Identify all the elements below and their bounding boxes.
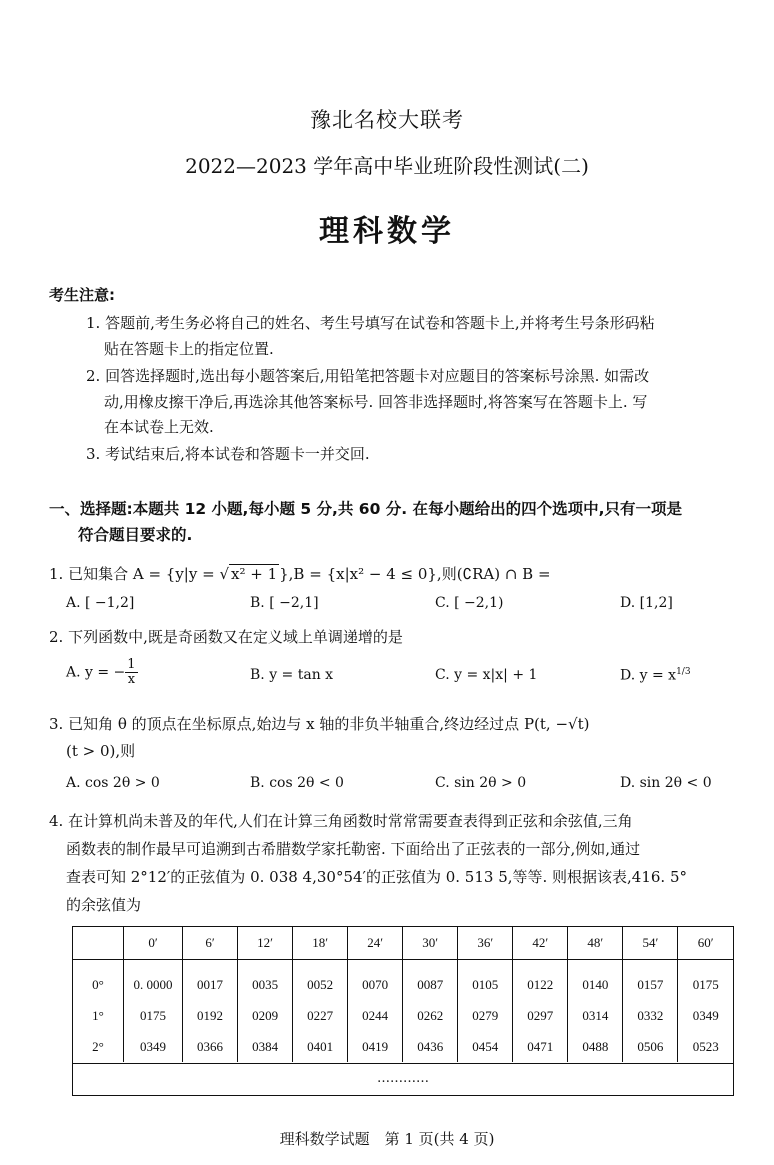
sqrt-icon: √	[219, 565, 229, 583]
table-cell: 0017	[183, 960, 238, 1001]
table-header-cell: 12′	[238, 927, 293, 960]
q1-option-d: D. [1,2]	[620, 595, 673, 611]
table-cell: 0175	[692, 976, 719, 992]
table-cell: 0523	[692, 1038, 719, 1054]
table-cell: 0454	[458, 1031, 513, 1062]
table-header-row	[73, 927, 733, 960]
table-cell: 0227	[293, 1000, 348, 1031]
q2-option-b: B. y = tan x	[250, 667, 334, 683]
table-header-cell: 6′	[183, 927, 238, 960]
table-header-cell: 18′	[293, 927, 348, 960]
table-header-cell: 30′	[403, 927, 458, 960]
fraction	[125, 658, 137, 687]
q3-option-c: C. sin 2θ > 0	[435, 775, 527, 791]
table-cell: 0262	[403, 1000, 458, 1031]
table-header-cell: 42′	[513, 927, 568, 960]
table-cell: 0332	[623, 1000, 678, 1031]
table-cell: 0349	[124, 1031, 183, 1062]
notice-heading: 考生注意:	[49, 286, 115, 304]
table-cell: 0105	[458, 960, 513, 1001]
table-cell: 0401	[293, 1031, 348, 1062]
q2-option-a-text: A. y = −	[66, 664, 126, 681]
table-header-cell	[73, 927, 124, 960]
table-cell: 0°	[73, 960, 124, 1001]
notice-line: 贴在答题卡上的指定位置.	[104, 340, 274, 358]
exam-title: 2022—2023 学年高中毕业班阶段性测试(二)	[185, 154, 589, 178]
table-cell: 0157	[623, 960, 678, 1001]
table-cell: 0035	[238, 960, 293, 1001]
q1-option-c: C. [ −2,1)	[435, 595, 504, 611]
exponent: 1/3	[676, 667, 691, 677]
question-3-line2: (t > 0),则	[66, 742, 136, 760]
table-header-cell: 54′	[623, 927, 678, 960]
table-cell: 0070	[348, 960, 403, 1001]
table-cell: 0349	[692, 1007, 719, 1023]
question-4-line: 的余弦值为	[66, 896, 142, 914]
table-cell: 1°	[73, 1000, 124, 1031]
question-4-line: 函数表的制作最早可追溯到古希腊数学家托勒密. 下面给出了正弦表的一部分,例如,通过	[66, 840, 641, 858]
table-cell: 0175	[124, 1000, 183, 1031]
sine-table-grid	[73, 927, 733, 1062]
q3-option-d: D. sin 2θ < 0	[620, 775, 712, 791]
q2-option-c: C. y = x|x| + 1	[435, 667, 538, 683]
question-4-line: 4. 在计算机尚未普及的年代,人们在计算三角函数时常常需要查表得到正弦和余弦值,三角	[49, 812, 633, 830]
subject-title: 理科数学	[319, 214, 455, 249]
section-heading-cont: 符合题目要求的.	[78, 526, 193, 544]
q1-option-b: B. [ −2,1]	[250, 595, 319, 611]
table-cell: 0436	[403, 1031, 458, 1062]
q2-option-d-text: D. y = x	[620, 667, 677, 684]
table-cell: 0506	[623, 1031, 678, 1062]
table-header-cell: 48′	[568, 927, 623, 960]
table-cell: 0192	[183, 1000, 238, 1031]
q3-option-b: B. cos 2θ < 0	[250, 775, 344, 791]
table-cell: 2°	[73, 1031, 124, 1062]
table-cell: 0122	[513, 960, 568, 1001]
table-cell: 0384	[238, 1031, 293, 1062]
table-cell: 0366	[183, 1031, 238, 1062]
table-cell: 0314	[568, 1000, 623, 1031]
section-heading: 一、选择题:本题共 12 小题,每小题 5 分,共 60 分. 在每小题给出的四个选项中,只有一项是	[49, 500, 682, 518]
table-header-cell: 36′	[458, 927, 513, 960]
table-header-cell: 24′	[348, 927, 403, 960]
q1-stem-post: },B = {x|x² − 4 ≤ 0},则(∁RA) ∩ B =	[279, 565, 551, 583]
table-cell: 0297	[513, 1000, 568, 1031]
q2-option-d	[620, 667, 691, 684]
table-header-cell: 60′	[678, 927, 733, 960]
question-4-line: 查表可知 2°12′的正弦值为 0. 038 4,30°54′的正弦值为 0. 513 5,等等. 则根据该表,416. 5°	[66, 868, 688, 886]
table-row	[73, 960, 733, 1001]
table-cell: 0052	[293, 960, 348, 1001]
table-header-cell: 0′	[124, 927, 183, 960]
q1-radicand: x² + 1	[231, 565, 278, 583]
table-cell: 0471	[513, 1031, 568, 1062]
notice-line: 3. 考试结束后,将本试卷和答题卡一并交回.	[86, 445, 370, 463]
question-3-line1: 3. 已知角 θ 的顶点在坐标原点,始边与 x 轴的非负半轴重合,终边经过点 P(t, −√t)	[49, 715, 590, 733]
table-cell: 0488	[568, 1031, 623, 1062]
q2-option-a	[66, 658, 138, 687]
table-cell: 0244	[348, 1000, 403, 1031]
question-1	[49, 563, 551, 584]
table-row	[73, 1000, 733, 1031]
question-2: 2. 下列函数中,既是奇函数又在定义域上单调递增的是	[49, 628, 403, 646]
table-cell: 0087	[403, 960, 458, 1001]
exam-organizer: 豫北名校大联考	[310, 108, 464, 132]
sine-table	[72, 926, 734, 1096]
notice-line: 2. 回答选择题时,选出每小题答案后,用铅笔把答题卡对应题目的答案标号涂黑. 如需改	[86, 367, 650, 385]
q1-option-a: A. [ −1,2]	[66, 595, 135, 611]
table-cell: 0419	[348, 1031, 403, 1062]
notice-line: 动,用橡皮擦干净后,再选涂其他答案标号. 回答非选择题时,将答案写在答题卡上. 写	[104, 393, 648, 411]
notice-line: 在本试卷上无效.	[104, 418, 214, 436]
notice-line: 1. 答题前,考生务必将自己的姓名、考生号填写在试卷和答题卡上,并将考生号条形码粘	[86, 314, 655, 332]
fraction-numerator: 1	[127, 657, 136, 672]
table-cell: 0279	[458, 1000, 513, 1031]
table-cell: 0209	[238, 1000, 293, 1031]
table-ellipsis: …………	[73, 1063, 733, 1097]
fraction-denominator: x	[127, 672, 136, 687]
table-row	[73, 1031, 733, 1062]
q3-option-a: A. cos 2θ > 0	[66, 775, 160, 791]
table-cell: 0. 0000	[124, 960, 183, 1001]
page-footer: 理科数学试题 第 1 页(共 4 页)	[279, 1130, 495, 1148]
table-cell: 0140	[568, 960, 623, 1001]
q1-stem-pre: 1. 已知集合 A = {y|y =	[49, 565, 220, 583]
